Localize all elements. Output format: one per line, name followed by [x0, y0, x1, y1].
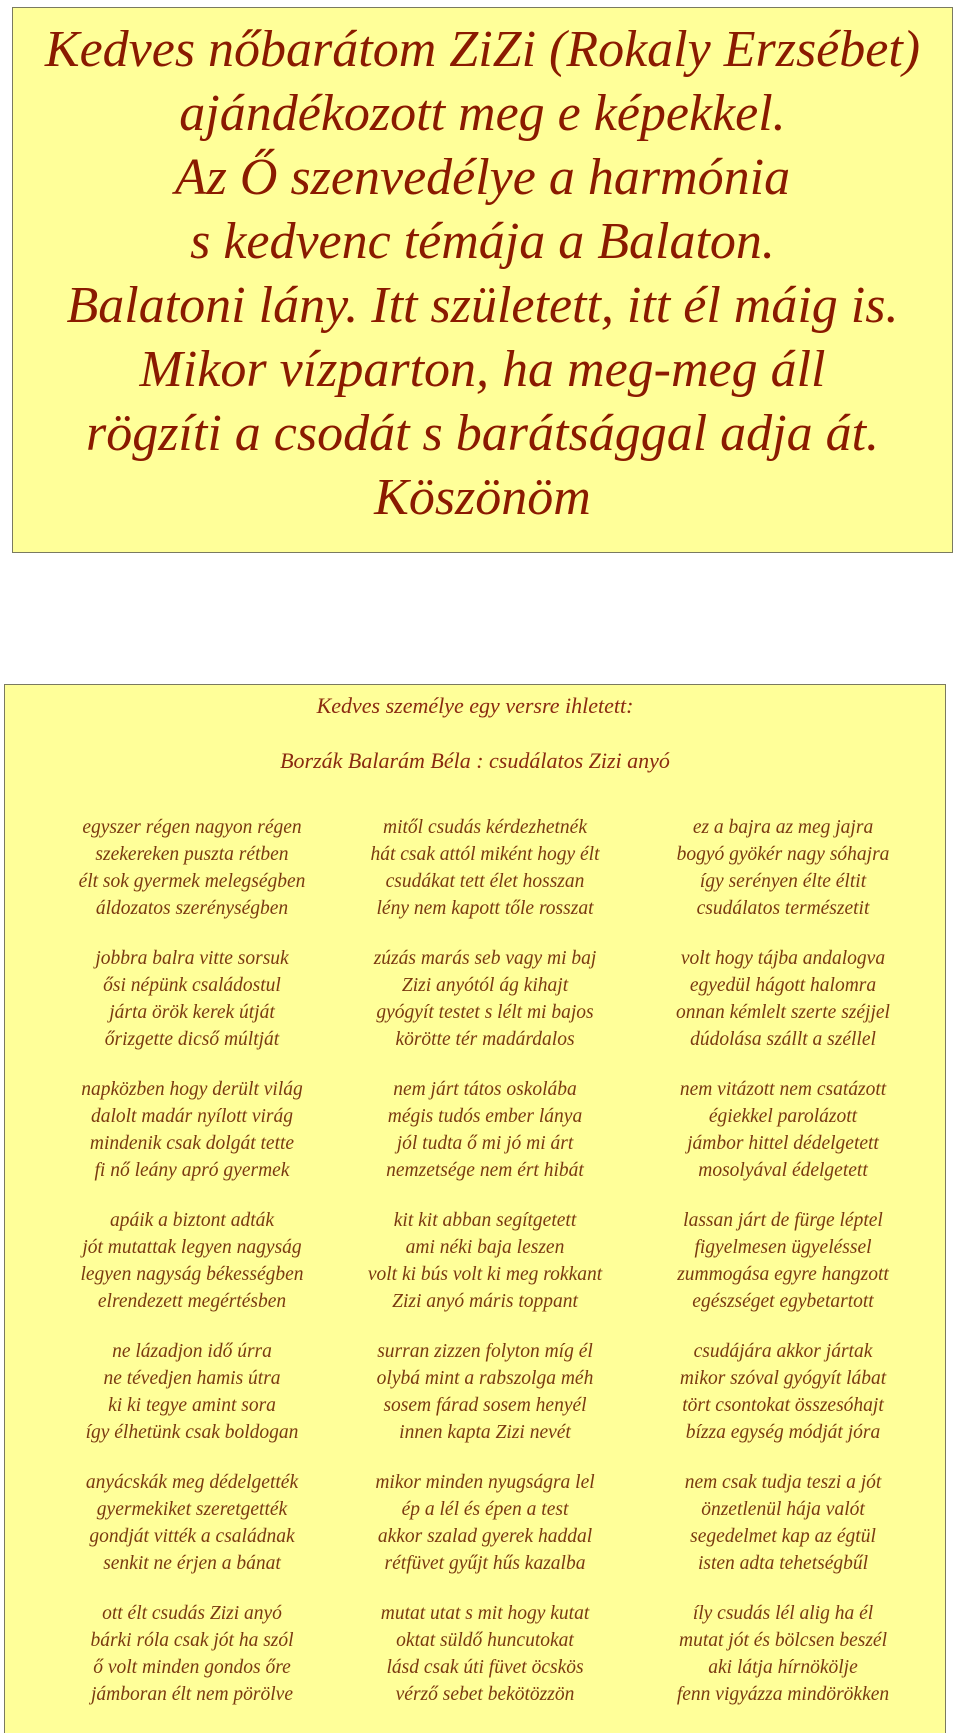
poem-line: dalolt madár nyílott virág: [90, 1106, 294, 1127]
poem-line: fenn vigyázza mindörökken: [676, 1684, 890, 1705]
poem-line: nemzetsége nem ért hibát: [386, 1160, 584, 1181]
dedication-line: Köszönöm: [374, 469, 591, 526]
poem-line: Zizi anyótól ág kihajt: [401, 975, 569, 996]
poem-line: elrendezett megértésben: [97, 1291, 287, 1312]
poem-stanza: [340, 1076, 630, 1184]
poem-line: mégis tudós ember lánya: [387, 1106, 583, 1127]
poem-line: tört csontokat összesóhajt: [682, 1395, 884, 1416]
poem-stanza: [638, 1600, 928, 1708]
poem-stanza: [638, 1207, 928, 1315]
poem-stanza: [47, 1600, 337, 1708]
poem-line: szekereken puszta rétben: [95, 844, 289, 865]
poem-line: gyógyít testet s lélt mi bajos: [376, 1002, 594, 1023]
poem-line: csudájára akkor jártak: [693, 1341, 873, 1362]
poem-stanza: [47, 945, 337, 1053]
poem-line: mutat utat s mit hogy kutat: [380, 1603, 590, 1624]
poem-stanza: [638, 1469, 928, 1577]
poem-stanza: [340, 1207, 630, 1315]
poem-line: senkit ne érjen a bánat: [103, 1553, 281, 1574]
poem-stanza: [638, 1076, 928, 1184]
poem-stanza: [340, 1338, 630, 1446]
poem-intro: Kedves személye egy versre ihletett:: [316, 693, 634, 718]
poem-line: áldozatos szerénységben: [95, 898, 289, 919]
poem-line: zúzás marás seb vagy mi baj: [373, 948, 597, 969]
poem-line: aki látja hírnökölje: [708, 1657, 858, 1678]
dedication-line: Kedves nőbarátom ZiZi (Rokaly Erzsébet): [44, 21, 921, 78]
poem-line: Zizi anyó máris toppant: [392, 1291, 578, 1312]
poem-line: vérző sebet bekötözzön: [395, 1684, 575, 1705]
poem-line: mitől csudás kérdezhetnék: [383, 817, 587, 838]
poem-line: oktat süldő huncutokat: [396, 1630, 574, 1651]
poem-line: jót mutattak legyen nagyság: [82, 1237, 302, 1258]
poem-stanza: [638, 814, 928, 922]
poem-line: kit kit abban segítgetett: [393, 1210, 577, 1231]
poem-line: ki ki tegye amint sora: [108, 1395, 276, 1416]
poem-line: nem csak tudja teszi a jót: [684, 1472, 882, 1493]
poem-line: egyedül hágott halomra: [689, 975, 877, 996]
poem-box: [4, 684, 946, 1733]
poem-line: égiekkel parolázott: [708, 1106, 858, 1127]
poem-line: legyen nagyság békességben: [80, 1264, 304, 1285]
poem-stanza: [340, 1600, 630, 1708]
poem-line: apáik a biztont adták: [109, 1210, 275, 1231]
poem-line: egyszer régen nagyon régen: [82, 817, 302, 838]
poem-line: lassan járt de fürge léptel: [683, 1210, 883, 1231]
dedication-line: Mikor vízparton, ha meg-meg áll: [139, 341, 826, 398]
poem-line: élt sok gyermek melegségben: [78, 871, 306, 892]
poem-line: olybá mint a rabszolga méh: [376, 1368, 594, 1389]
poem-line: hát csak attól miként hogy élt: [370, 844, 600, 865]
poem-line: lény nem kapott tőle rosszat: [376, 898, 594, 919]
poem-line: surran zizzen folyton míg él: [377, 1341, 593, 1362]
poem-line: nem járt tátos oskolába: [393, 1079, 577, 1100]
poem-line: napközben hogy derült világ: [81, 1079, 303, 1100]
poem-stanza: [47, 1338, 337, 1446]
poem-line: jámboran élt nem pörölve: [90, 1684, 293, 1705]
poem-stanza: [340, 945, 630, 1053]
poem-line: nem vitázott nem csatázott: [679, 1079, 887, 1100]
poem-stanza: [47, 1469, 337, 1577]
poem-line: rétfüvet gyűjt hűs kazalba: [384, 1553, 586, 1574]
poem-line: akkor szalad gyerek haddal: [377, 1526, 593, 1547]
poem-line: csudákat tett élet hosszan: [385, 871, 585, 892]
dedication-line: ajándékozott meg e képekkel.: [179, 85, 786, 142]
dedication-line: Balatoni lány. Itt született, itt él máig is.: [66, 277, 899, 334]
poem-line: ősi népünk családostul: [103, 975, 281, 996]
poem-line: ne tévedjen hamis útra: [103, 1368, 281, 1389]
poem-line: isten adta tehetségbűl: [697, 1553, 869, 1574]
poem-line: mindenik csak dolgát tette: [89, 1133, 295, 1154]
poem-stanza: [340, 814, 630, 922]
poem-line: jól tudta ő mi jó mi árt: [396, 1133, 574, 1154]
poem-line: egészséget egybetartott: [692, 1291, 874, 1312]
poem-line: fi nő leány apró gyermek: [94, 1160, 290, 1181]
dedication-line: rögzíti a csodát s barátsággal adja át.: [85, 405, 880, 462]
dedication-line: s kedvenc témája a Balaton.: [190, 213, 775, 270]
poem-line: gondját vitték a családnak: [89, 1526, 295, 1547]
poem-line: figyelmesen ügyeléssel: [694, 1237, 872, 1258]
poem-line: ami néki baja leszen: [405, 1237, 565, 1258]
poem-line: zummogása egyre hangzott: [677, 1264, 889, 1285]
poem-line: ő volt minden gondos őre: [93, 1657, 291, 1678]
poem-line: mutat jót és bölcsen beszél: [679, 1630, 887, 1651]
poem-line: járta örök kerek útját: [109, 1002, 275, 1023]
poem-line: jobbra balra vitte sorsuk: [95, 948, 289, 969]
poem-line: körötte tér madárdalos: [395, 1029, 575, 1050]
poem-stanza: [47, 1207, 337, 1315]
poem-title: Borzák Balarám Béla : csudálatos Zizi anyó: [280, 748, 670, 773]
poem-line: ép a lél és épen a test: [401, 1499, 569, 1520]
poem-line: segedelmet kap az égtül: [690, 1526, 876, 1547]
dedication-line: Az Ő szenvedélye a harmónia: [174, 149, 791, 206]
poem-line: bárki róla csak jót ha szól: [90, 1630, 294, 1651]
poem-line: innen kapta Zizi nevét: [399, 1422, 571, 1443]
poem-line: csudálatos természetit: [696, 898, 870, 919]
dedication-box: [12, 7, 953, 553]
poem-line: sosem fárad sosem henyél: [383, 1395, 587, 1416]
poem-line: lásd csak úti füvet öcskös: [386, 1657, 584, 1678]
poem-stanza: [47, 814, 337, 922]
poem-line: volt ki bús volt ki meg rokkant: [367, 1264, 603, 1285]
poem-line: mosolyával édelgetett: [698, 1160, 868, 1181]
poem-line: őrizgette dicső múltját: [104, 1029, 280, 1050]
poem-line: önzetlenül hája valót: [701, 1499, 865, 1520]
poem-stanza: [638, 1338, 928, 1446]
poem-line: így élhetünk csak boldogan: [85, 1422, 299, 1443]
poem-line: mikor szóval gyógyít lábat: [679, 1368, 887, 1389]
poem-stanza: [638, 945, 928, 1053]
poem-line: mikor minden nyugságra lel: [375, 1472, 595, 1493]
poem-stanza: [340, 1469, 630, 1577]
poem-line: anyácskák meg dédelgették: [85, 1472, 299, 1493]
poem-line: íly csudás lél alig ha él: [692, 1603, 874, 1624]
poem-line: onnan kémlelt szerte széjjel: [676, 1002, 890, 1023]
poem-line: jámbor hittel dédelgetett: [687, 1133, 879, 1154]
poem-line: volt hogy tájba andalogva: [680, 948, 886, 969]
poem-line: ne lázadjon idő úrra: [112, 1341, 272, 1362]
poem-line: bogyó gyökér nagy sóhajra: [676, 844, 890, 865]
poem-line: dúdolása szállt a széllel: [690, 1029, 876, 1050]
poem-line: ez a bajra az meg jajra: [692, 817, 874, 838]
poem-line: ott élt csudás Zizi anyó: [102, 1603, 282, 1624]
poem-line: így serényen élte éltit: [699, 871, 867, 892]
poem-line: gyermekiket szeretgették: [96, 1499, 288, 1520]
poem-line: bízza egység módját jóra: [685, 1422, 881, 1443]
poem-stanza: [47, 1076, 337, 1184]
